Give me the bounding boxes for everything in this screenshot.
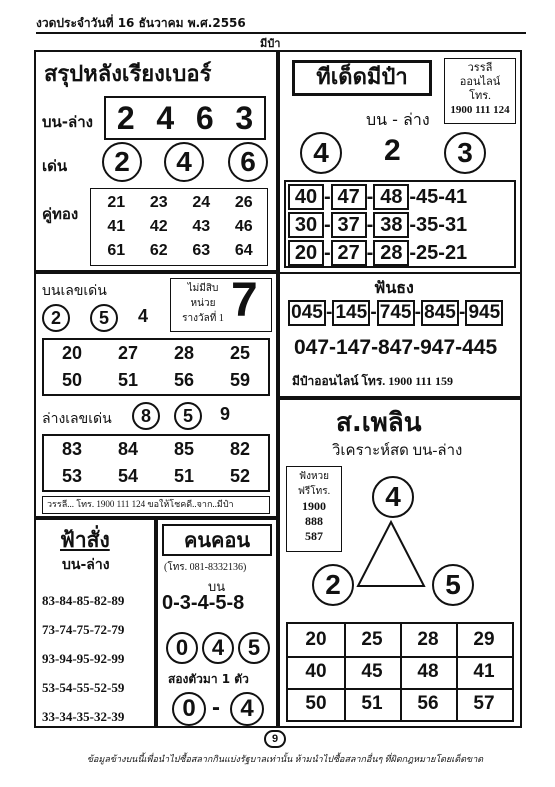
faasang-line: 93-94-95-92-99	[42, 651, 125, 666]
upper-big-number: 7	[231, 274, 258, 327]
splerin-number: 45	[361, 661, 383, 682]
row-number: 20	[288, 240, 324, 266]
upper-number: 27	[117, 343, 139, 363]
splerin-number: 56	[417, 693, 439, 714]
row-number: 35	[416, 213, 439, 236]
tedmeepa-info-box	[444, 58, 516, 124]
faasang-subtitle: บน-ล่าง	[62, 557, 110, 573]
faasang-panel	[34, 518, 156, 728]
pairs-grid	[95, 191, 265, 263]
splerin-number: 50	[305, 693, 327, 714]
pair-number: 46	[234, 218, 253, 235]
pair-number: 42	[149, 218, 168, 235]
note-line: หน่วย	[190, 298, 216, 309]
pair-number: 61	[107, 242, 126, 259]
tedmeepa-title: ทีเด็ดมีป๋า	[316, 65, 408, 90]
lower-number: 83	[61, 439, 83, 459]
featured-circle: 2	[102, 142, 142, 182]
upper-featured-circle: 5	[90, 304, 118, 332]
upper-lower-digit: 2	[116, 99, 135, 136]
funthong-boxed-row: 045 - 145 - 745 - 845 - 945	[288, 300, 503, 326]
tedmeepa-row: 20 - 27 - 28 - 25 - 21	[288, 240, 467, 266]
splerin-info-line: 587	[305, 529, 323, 543]
funthong-title: ฟันธง	[374, 278, 414, 297]
row-number: 25	[416, 241, 439, 264]
info-line: โทร.	[469, 90, 491, 102]
splerin-number: 28	[417, 629, 439, 650]
faasang-line: 53-54-55-52-59	[42, 680, 125, 695]
row-number: 47	[331, 184, 367, 210]
pair-number: 21	[107, 194, 126, 211]
lower-nums-grid	[44, 436, 268, 490]
upper-featured-label: บนเลขเด่น	[42, 283, 107, 299]
pair-number: 63	[192, 242, 211, 259]
info-line: ออนไลน์	[459, 76, 501, 88]
faasang-title: ฟ้าสั่ง	[60, 528, 110, 552]
upper-nums-box	[42, 338, 270, 396]
funthong-number: 945	[465, 300, 503, 326]
header-rule	[36, 32, 526, 34]
splerin-info-line: 1900	[302, 499, 326, 513]
khonkhon-phone: (โทร. 081-8332136)	[164, 562, 247, 573]
upper-lower-label: บน-ล่าง	[42, 113, 93, 131]
row-number: 48	[373, 184, 409, 210]
upper-number: 20	[61, 343, 83, 363]
row-number: 41	[444, 185, 468, 208]
info-phone: 1900 111 124	[450, 104, 510, 116]
upper-note-box	[170, 274, 272, 332]
tedmeepa-row: 30 - 37 - 38 - 35 - 31	[288, 212, 467, 238]
grid-line-h	[288, 688, 512, 690]
upper-number: 51	[117, 370, 139, 390]
summary-panel	[34, 50, 278, 272]
info-line: วรรลี	[467, 62, 493, 74]
tedmeepa-circle: 3	[444, 132, 486, 174]
footer-disclaimer: ข้อมูลข้างบนนี้เพื่อนำไปซื้อสลากกินแบ่งรัฐบาลเท่านั้น ห้ามนำไปซื้อสลากอื่นๆ ที่ผิดกฎหมายโดยเด็ดขาด	[86, 754, 484, 764]
row-number: 31	[444, 213, 468, 236]
triangle-shape	[356, 520, 426, 590]
lower-featured-plain: 9	[220, 404, 231, 424]
splerin-info-line: ฟังหวย	[298, 471, 330, 482]
upper-featured-plain: 4	[138, 306, 149, 326]
khonkhon-two-label: สองตัวมา 1 ตัว	[168, 672, 249, 686]
faasang-lines	[42, 586, 124, 731]
splerin-number: 29	[473, 629, 495, 650]
lower-number: 51	[173, 466, 195, 486]
featured-panel	[34, 272, 278, 518]
lower-number: 52	[229, 466, 251, 486]
row-number: 37	[331, 212, 367, 238]
splerin-right-circle: 5	[432, 564, 474, 606]
splerin-title: ส.เพลิน	[336, 408, 422, 438]
upper-featured-circle: 2	[42, 304, 70, 332]
pair-number: 23	[149, 194, 168, 211]
splerin-number: 20	[305, 629, 327, 650]
splerin-number: 41	[473, 661, 495, 682]
grid-line-v	[400, 624, 402, 720]
splerin-panel	[278, 398, 522, 728]
page-number: 9	[264, 730, 286, 748]
upper-lower-digit: 3	[235, 99, 254, 136]
header-tag: มีป๋า	[260, 37, 281, 50]
khonkhon-panel	[156, 518, 278, 728]
upper-lower-digit: 6	[195, 99, 214, 136]
splerin-number: 57	[473, 693, 495, 714]
khonkhon-circle: 0	[166, 632, 198, 664]
pair-number: 41	[107, 218, 126, 235]
khonkhon-title: คนคอน	[183, 528, 251, 552]
grid-line-v	[456, 624, 458, 720]
lower-featured-circle: 5	[174, 402, 202, 430]
tedmeepa-row: 40 - 47 - 48 - 45 - 41	[288, 184, 467, 210]
lower-number: 82	[229, 439, 251, 459]
upper-number: 28	[173, 343, 195, 363]
tedmeepa-plain: 2	[384, 134, 401, 167]
khonkhon-circle: 5	[238, 632, 270, 664]
row-number: 38	[373, 212, 409, 238]
tedmeepa-circle: 4	[300, 132, 342, 174]
row-number: 27	[331, 240, 367, 266]
grid-line-v	[344, 624, 346, 720]
splerin-info-line: ฟรีโทร.	[297, 486, 331, 497]
khonkhon-upper: 0-3-4-5-8	[162, 592, 245, 614]
funthong-number: 745	[377, 300, 415, 326]
lower-featured-circle: 8	[132, 402, 160, 430]
lower-featured-label: ล่างเลขเด่น	[42, 411, 112, 427]
lower-number: 84	[117, 439, 139, 459]
lower-number: 85	[173, 439, 195, 459]
tedmeepa-subtitle: บน - ล่าง	[366, 110, 430, 129]
splerin-number: 48	[417, 661, 439, 682]
khonkhon-circle: 4	[202, 632, 234, 664]
splerin-number: 40	[305, 661, 327, 682]
pair-number: 43	[192, 218, 211, 235]
upper-lower-box	[104, 96, 266, 140]
featured-circle: 4	[164, 142, 204, 182]
khonkhon-title-box	[162, 524, 272, 556]
khonkhon-two-circle: 4	[230, 692, 264, 726]
lower-number: 54	[117, 466, 139, 486]
funthong-line: 047-147-847-947-445	[294, 336, 498, 359]
splerin-number: 51	[361, 693, 383, 714]
row-number: 21	[444, 241, 468, 264]
pair-number: 62	[149, 242, 168, 259]
upper-number: 50	[61, 370, 83, 390]
splerin-number: 25	[361, 629, 383, 650]
featured-circle: 6	[228, 142, 268, 182]
faasang-line: 73-74-75-72-79	[42, 622, 125, 637]
khonkhon-dash: -	[212, 694, 220, 721]
khonkhon-two-circle: 0	[172, 692, 206, 726]
splerin-subtitle: วิเคราะห์สด บน-ล่าง	[332, 443, 463, 459]
funthong-number: 045	[288, 300, 326, 326]
pairs-box	[90, 188, 268, 266]
row-number: 40	[288, 184, 324, 210]
splerin-left-circle: 2	[312, 564, 354, 606]
funthong-footer: มีป๋าออนไลน์ โทร. 1900 111 159	[292, 374, 453, 388]
funthong-number: 845	[421, 300, 459, 326]
faasang-line: 33-34-35-32-39	[42, 709, 125, 724]
tedmeepa-panel	[278, 50, 522, 274]
pair-number: 64	[234, 242, 253, 259]
pair-number: 24	[192, 194, 211, 211]
pair-number: 26	[234, 194, 253, 211]
upper-number: 56	[173, 370, 195, 390]
row-number: 30	[288, 212, 324, 238]
splerin-top-circle: 4	[372, 476, 414, 518]
upper-lower-digit: 4	[156, 99, 175, 136]
featured-label: เด่น	[42, 157, 68, 175]
funthong-panel	[278, 272, 522, 398]
row-number: 28	[373, 240, 409, 266]
header-date: งวดประจำวันที่ 16 ธันวาคม พ.ศ.2556	[36, 16, 246, 30]
funthong-number: 145	[332, 300, 370, 326]
row-number: 45	[416, 185, 439, 208]
upper-number: 59	[229, 370, 251, 390]
upper-note	[173, 281, 233, 326]
tedmeepa-title-box	[292, 60, 432, 96]
note-line: ไม่มีสิบ	[187, 283, 219, 294]
summary-title: สรุปหลังเรียงเบอร์	[44, 62, 212, 87]
lower-footer: วรรลี... โทร. 1900 111 124 ขอให้โชคดี..จาก..มีป๋า	[42, 496, 270, 514]
splerin-info-box	[286, 466, 342, 552]
splerin-grid-box	[286, 622, 514, 722]
upper-number: 25	[229, 343, 251, 363]
lower-nums-box	[42, 434, 270, 492]
upper-nums-grid	[44, 340, 268, 394]
khonkhon-upper-label: บน	[208, 580, 226, 595]
tedmeepa-rows-box	[284, 180, 516, 268]
lower-number: 53	[61, 466, 83, 486]
grid-line-h	[288, 656, 512, 658]
faasang-line: 83-84-85-82-89	[42, 593, 125, 608]
splerin-info-line: 888	[305, 514, 323, 528]
note-line: รางวัลที่ 1	[182, 313, 224, 324]
pairs-label: คู่ทอง	[42, 205, 79, 223]
